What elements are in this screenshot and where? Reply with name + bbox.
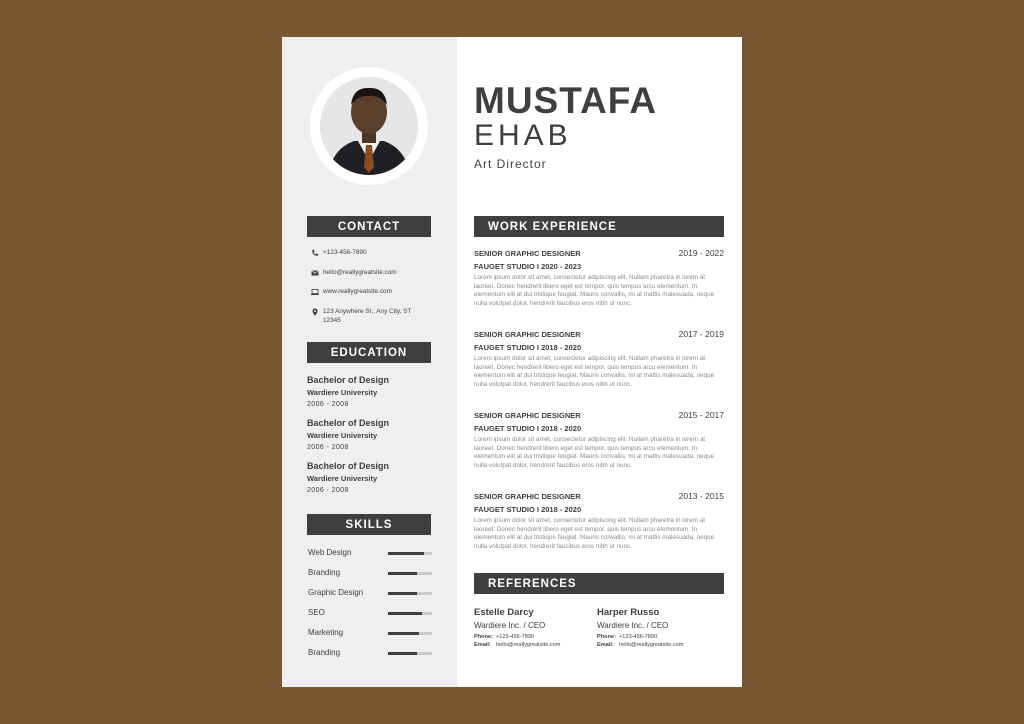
skill-row	[308, 608, 432, 618]
skill-level-bar	[388, 632, 432, 635]
job-company: FAUGET STUDIO I 2018 - 2020	[474, 424, 582, 433]
education-item	[307, 375, 447, 408]
phone-label: Phone:	[474, 634, 493, 640]
job-years: 2019 - 2022	[678, 248, 724, 258]
job-title: SENIOR GRAPHIC DESIGNER	[474, 411, 581, 420]
reference-email	[474, 642, 599, 648]
skill-row	[308, 648, 432, 658]
reference-phone-value: +123-456-7890	[496, 634, 535, 640]
education-years: 2006 - 2008	[307, 401, 349, 408]
education-degree: Bachelor of Design	[307, 461, 390, 471]
contact-website-text[interactable]: www.reallygreatsite.com	[323, 288, 392, 295]
job-description: Lorem ipsum dolor sit amet, consectetur adipiscing elit. Nullam pharetra in lorem at laoreet. Donec hendrerit libero eget est tempor, quis tempus arcu elementum. In elementum elit at dui tristique feugiat. Mauris convallis, mi at mattis malesuada, neque nulla volutpat dolor, hendrerit faucibus eros nibh ut nunc.	[474, 517, 715, 550]
contact-website	[311, 288, 392, 297]
contact-address-text: 123 Anywhere St., Any City, ST 12345	[323, 308, 412, 324]
reference-email-value[interactable]: hello@reallygreatsite.com	[619, 642, 684, 648]
job-description: Lorem ipsum dolor sit amet, consectetur adipiscing elit. Nullam pharetra in lorem at laoreet. Donec hendrerit libero eget est tempor, quis tempus arcu elementum. In elementum elit at dui tristique feugiat. Mauris convallis, mi at mattis malesuada, neque nulla volutpat dolor, hendrerit faucibus eros nibh ut nunc.	[474, 274, 715, 307]
job-years: 2015 - 2017	[678, 410, 724, 420]
reference-company: Wardiere Inc. / CEO	[474, 621, 546, 630]
profile-photo-frame	[310, 67, 428, 185]
contact-phone	[311, 249, 367, 258]
profile-photo	[320, 77, 418, 175]
last-name: EHAB	[474, 119, 572, 152]
skill-level-fill	[388, 612, 422, 615]
contact-heading: CONTACT	[307, 216, 431, 237]
skill-name: Branding	[308, 648, 341, 657]
email-label: Email:	[597, 642, 614, 648]
job-years: 2017 - 2019	[678, 329, 724, 339]
person-portrait-icon	[320, 77, 418, 175]
job-title: SENIOR GRAPHIC DESIGNER	[474, 330, 581, 339]
reference-item	[597, 607, 722, 648]
skill-row	[308, 568, 432, 578]
job-company: FAUGET STUDIO I 2018 - 2020	[474, 343, 582, 352]
skill-level-bar	[388, 552, 432, 555]
email-icon	[311, 269, 321, 277]
work-experience-heading: WORK EXPERIENCE	[474, 216, 724, 237]
skill-name: Branding	[308, 568, 341, 577]
education-school: Wardiere University	[307, 388, 378, 397]
education-degree: Bachelor of Design	[307, 418, 390, 428]
reference-item	[474, 607, 599, 648]
job-years: 2013 - 2015	[678, 491, 724, 501]
education-item	[307, 418, 447, 451]
skill-level-bar	[388, 592, 432, 595]
skills-heading: SKILLS	[307, 514, 431, 535]
reference-name: Estelle Darcy	[474, 607, 534, 618]
education-years: 2006 - 2008	[307, 487, 349, 494]
job-title: SENIOR GRAPHIC DESIGNER	[474, 492, 581, 501]
email-label: Email:	[474, 642, 491, 648]
contact-email-text[interactable]: hello@reallygreatsite.com	[323, 269, 397, 276]
reference-phone-value: +123-456-7890	[619, 634, 658, 640]
skill-name: Graphic Design	[308, 588, 364, 597]
skill-level-fill	[388, 572, 417, 575]
reference-email-value[interactable]: hello@reallygreatsite.com	[496, 642, 561, 648]
job-description: Lorem ipsum dolor sit amet, consectetur adipiscing elit. Nullam pharetra in lorem at laoreet. Donec hendrerit libero eget est tempor, quis tempus arcu elementum. In elementum elit at dui tristique feugiat. Mauris convallis, mi at mattis malesuada, neque nulla volutpat dolor, hendrerit faucibus eros nibh ut nunc.	[474, 355, 715, 388]
skill-level-fill	[388, 632, 419, 635]
phone-icon	[311, 249, 321, 257]
sidebar	[282, 37, 457, 687]
skill-name: SEO	[308, 608, 325, 617]
location-icon	[311, 308, 321, 316]
website-icon	[311, 288, 321, 296]
reference-phone	[474, 634, 599, 640]
reference-name: Harper Russo	[597, 607, 660, 618]
skill-level-fill	[388, 652, 417, 655]
contact-email	[311, 269, 397, 278]
skill-row	[308, 588, 432, 598]
skill-level-bar	[388, 652, 432, 655]
job-role: Art Director	[474, 157, 547, 171]
job-description: Lorem ipsum dolor sit amet, consectetur adipiscing elit. Nullam pharetra in lorem at laoreet. Donec hendrerit libero eget est tempor, quis tempus arcu elementum. In elementum elit at dui tristique feugiat. Mauris convallis, mi at mattis malesuada, neque nulla volutpat dolor, hendrerit faucibus eros nibh ut nunc.	[474, 436, 715, 469]
job-company: FAUGET STUDIO I 2020 - 2023	[474, 262, 582, 271]
education-years: 2006 - 2008	[307, 444, 349, 451]
skill-level-bar	[388, 572, 432, 575]
job-company: FAUGET STUDIO I 2018 - 2020	[474, 505, 582, 514]
first-name: MUSTAFA	[474, 80, 658, 121]
education-item	[307, 461, 447, 494]
education-degree: Bachelor of Design	[307, 375, 390, 385]
contact-address	[311, 308, 421, 325]
education-school: Wardiere University	[307, 431, 378, 440]
education-heading: EDUCATION	[307, 342, 431, 363]
references-heading: REFERENCES	[474, 573, 724, 594]
education-school: Wardiere University	[307, 474, 378, 483]
reference-company: Wardiere Inc. / CEO	[597, 621, 669, 630]
resume-page	[282, 37, 742, 687]
reference-phone	[597, 634, 722, 640]
reference-email	[597, 642, 722, 648]
skill-name: Marketing	[308, 628, 344, 637]
skill-name: Web Design	[308, 548, 352, 557]
skill-row	[308, 628, 432, 638]
contact-phone-text: +123-456-7890	[323, 249, 367, 256]
skill-level-bar	[388, 612, 432, 615]
skill-level-fill	[388, 592, 417, 595]
skill-level-fill	[388, 552, 424, 555]
skill-row	[308, 548, 432, 558]
job-title: SENIOR GRAPHIC DESIGNER	[474, 249, 581, 258]
phone-label: Phone:	[597, 634, 616, 640]
